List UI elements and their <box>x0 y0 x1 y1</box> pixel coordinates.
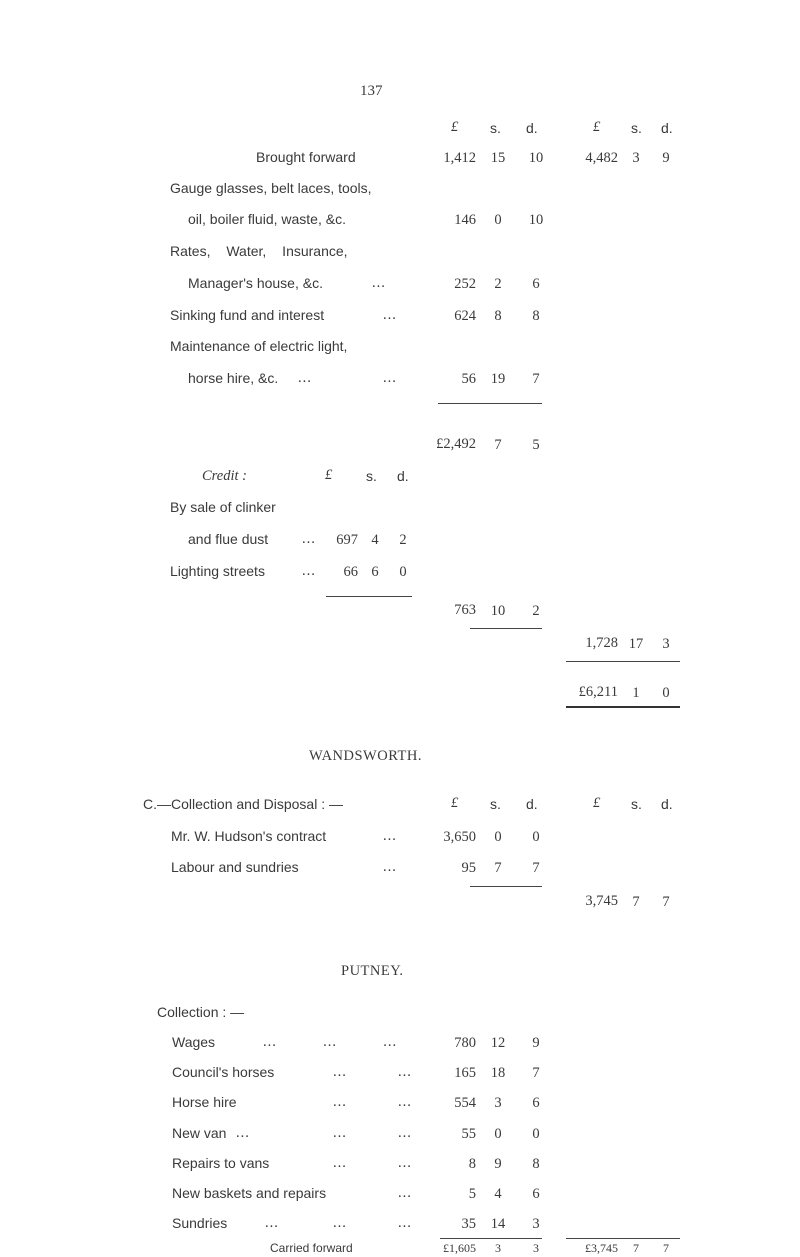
dot-leader: ... <box>333 1064 347 1080</box>
dot-leader: ... <box>398 1094 412 1110</box>
section-label: C.—Collection and Disposal : — <box>143 796 343 812</box>
pounds-value: 56 <box>461 371 476 387</box>
total-rule <box>438 403 542 404</box>
pounds-value: 1,728 <box>585 635 618 651</box>
dot-leader: ... <box>372 275 386 291</box>
pounds-value: 66 <box>343 564 358 580</box>
row-label: New baskets and repairs <box>172 1185 327 1201</box>
row-label-continued: oil, boiler fluid, waste, &c. <box>188 211 346 227</box>
row-label: Wages <box>172 1034 216 1050</box>
double-rule <box>566 706 680 708</box>
pounds-value: 252 <box>454 276 476 292</box>
row-label: Sinking fund and interest <box>170 307 325 323</box>
pence-heading: d. <box>661 796 673 812</box>
dot-leader: ... <box>333 1125 347 1141</box>
dot-leader: ... ... ... <box>263 1034 398 1050</box>
shillings-value: 8 <box>494 308 502 324</box>
dot-leader: ... <box>398 1125 412 1141</box>
shillings-heading: s. <box>366 468 377 484</box>
shillings-value: 15 <box>490 150 506 166</box>
dot-leader: ... <box>265 1215 279 1231</box>
dot-leader: ... <box>333 1155 347 1171</box>
pence-value: 0 <box>662 685 670 701</box>
shillings-value: 7 <box>633 1241 639 1255</box>
pound-heading: £ <box>451 119 459 135</box>
row-label: Rates, Water, Insurance, <box>170 243 348 259</box>
dot-leader: ... <box>333 1094 347 1110</box>
pounds-value: 763 <box>454 602 476 618</box>
total-rule <box>326 596 412 597</box>
total-rule <box>470 628 542 629</box>
pounds-value: 146 <box>454 212 476 228</box>
pounds-value: 95 <box>461 860 476 876</box>
dot-leader: ... <box>302 531 316 547</box>
pounds-value: 624 <box>454 308 476 324</box>
pence-value: 7 <box>532 860 540 876</box>
shillings-value: 1 <box>632 685 640 701</box>
shillings-value: 18 <box>490 1065 506 1081</box>
pounds-value: £6,211 <box>578 684 618 700</box>
credit-label: Credit : <box>202 468 247 484</box>
row-label-continued: horse hire, &c. <box>188 370 279 386</box>
pounds-value: 165 <box>454 1065 476 1081</box>
page-number: 137 <box>360 83 383 99</box>
shillings-value: 10 <box>490 603 506 619</box>
dot-leader: ... <box>298 370 312 386</box>
row-label: Maintenance of electric light, <box>170 338 348 354</box>
pence-value: 8 <box>532 1156 540 1172</box>
shillings-heading: s. <box>631 796 642 812</box>
shillings-value: 17 <box>628 636 644 652</box>
pounds-value: 4,482 <box>585 150 618 166</box>
shillings-value: 3 <box>632 150 640 166</box>
shillings-value: 2 <box>494 276 502 292</box>
pounds-value: 3,745 <box>585 893 618 909</box>
dot-leader: ... <box>383 370 397 386</box>
total-rule <box>470 886 542 887</box>
pounds-value: £2,492 <box>436 436 476 452</box>
shillings-value: 3 <box>494 1095 502 1111</box>
dot-leader: ... <box>236 1125 250 1141</box>
dot-leader: ... <box>398 1064 412 1080</box>
row-label: Sundries <box>172 1215 228 1231</box>
total-rule <box>440 1238 542 1239</box>
shillings-value: 12 <box>490 1035 506 1051</box>
dot-leader: ... <box>333 1215 347 1231</box>
row-label: Lighting streets <box>170 563 265 579</box>
pence-heading: d. <box>526 120 538 136</box>
pence-value: 3 <box>533 1241 539 1255</box>
pence-value: 3 <box>532 1216 540 1232</box>
dot-leader: ... <box>383 828 397 844</box>
pounds-value: £3,745 <box>585 1241 618 1255</box>
section-heading: PUTNEY. <box>341 963 404 979</box>
pence-value: 8 <box>532 308 540 324</box>
pence-value: 7 <box>532 371 540 387</box>
row-label: Carried forward <box>270 1241 353 1255</box>
pounds-value: 35 <box>461 1216 476 1232</box>
shillings-value: 19 <box>490 371 506 387</box>
pence-value: 6 <box>532 276 540 292</box>
pence-value: 7 <box>663 1241 669 1255</box>
row-label-continued: Manager's house, &c. <box>188 275 323 291</box>
pence-heading: d. <box>397 468 409 484</box>
pounds-value: £1,605 <box>443 1241 476 1255</box>
row-label: Gauge glasses, belt laces, tools, <box>170 180 372 196</box>
pence-value: 3 <box>662 636 670 652</box>
row-label: Mr. W. Hudson's contract <box>171 828 327 844</box>
shillings-value: 14 <box>490 1216 506 1232</box>
shillings-value: 4 <box>494 1186 502 1202</box>
shillings-value: 7 <box>632 894 640 910</box>
pound-heading: £ <box>593 795 601 811</box>
shillings-value: 9 <box>494 1156 502 1172</box>
section-label: Collection : — <box>157 1004 245 1020</box>
row-label: Labour and sundries <box>171 859 299 875</box>
pence-heading: d. <box>661 120 673 136</box>
pence-value: 7 <box>532 1065 540 1081</box>
pence-value: 10 <box>528 150 544 166</box>
total-rule <box>566 1238 680 1239</box>
row-label: Horse hire <box>172 1094 237 1110</box>
shillings-value: 7 <box>494 860 502 876</box>
pounds-value: 8 <box>468 1156 476 1172</box>
dot-leader: ... <box>398 1185 412 1201</box>
shillings-value: 7 <box>494 437 502 453</box>
pound-heading: £ <box>593 119 601 135</box>
dot-leader: ... <box>383 307 397 323</box>
dot-leader: ... <box>383 859 397 875</box>
shillings-heading: s. <box>490 120 501 136</box>
shillings-value: 0 <box>494 1126 502 1142</box>
dot-leader: ... <box>398 1215 412 1231</box>
pounds-value: 780 <box>454 1035 476 1051</box>
pence-value: 10 <box>528 212 544 228</box>
pounds-value: 697 <box>336 532 358 548</box>
pounds-value: 55 <box>461 1126 476 1142</box>
pounds-value: 1,412 <box>443 150 476 166</box>
dot-leader: ... <box>398 1155 412 1171</box>
shillings-heading: s. <box>631 120 642 136</box>
pounds-value: 3,650 <box>443 829 476 845</box>
pence-value: 6 <box>532 1186 540 1202</box>
dot-leader: ... <box>302 563 316 579</box>
shillings-heading: s. <box>490 796 501 812</box>
shillings-value: 0 <box>494 212 502 228</box>
shillings-value: 3 <box>495 1241 501 1255</box>
pence-value: 7 <box>662 894 670 910</box>
pence-value: 0 <box>532 1126 540 1142</box>
pence-heading: d. <box>526 796 538 812</box>
row-label: Council's horses <box>172 1064 275 1080</box>
pound-heading: £ <box>451 795 459 811</box>
row-label: Repairs to vans <box>172 1155 270 1171</box>
row-label: Brought forward <box>256 149 356 165</box>
section-heading: WANDSWORTH. <box>309 748 422 764</box>
pence-value: 0 <box>532 829 540 845</box>
pence-value: 5 <box>532 437 540 453</box>
shillings-value: 0 <box>494 829 502 845</box>
shillings-value: 6 <box>371 564 379 580</box>
total-rule <box>566 661 680 662</box>
shillings-value: 4 <box>371 532 379 548</box>
pounds-value: 554 <box>454 1095 476 1111</box>
pence-value: 6 <box>532 1095 540 1111</box>
pence-value: 9 <box>662 150 670 166</box>
pence-value: 9 <box>532 1035 540 1051</box>
pence-value: 0 <box>399 564 407 580</box>
pounds-value: 5 <box>468 1186 476 1202</box>
pound-heading: £ <box>325 467 333 483</box>
row-label: By sale of clinker <box>170 499 276 515</box>
pence-value: 2 <box>532 603 540 619</box>
row-label-continued: and flue dust <box>188 531 269 547</box>
row-label: New van <box>172 1125 227 1141</box>
pence-value: 2 <box>399 532 407 548</box>
